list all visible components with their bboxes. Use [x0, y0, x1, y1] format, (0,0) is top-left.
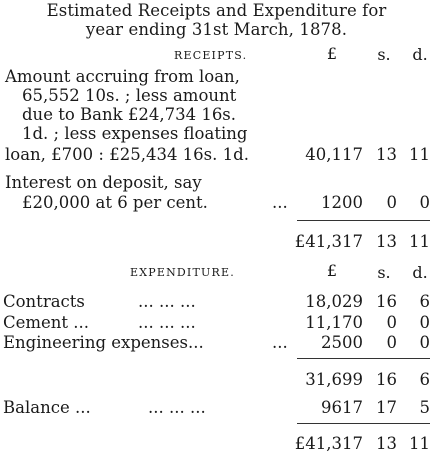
contracts-pounds: 18,029: [305, 292, 363, 311]
receipts-col-shillings: s.: [377, 45, 391, 64]
contracts-pence: 6: [419, 292, 430, 311]
receipts-rule: [297, 220, 430, 221]
loan-pence: 11: [409, 145, 430, 164]
interest-text-line-2: £20,000 at 6 per cent.: [22, 193, 208, 212]
balance-shillings: 17: [376, 398, 397, 417]
engineering-label: Engineering expenses...: [3, 333, 204, 352]
interest-pounds: 1200: [321, 193, 363, 212]
receipts-heading: RECEIPTS.: [174, 49, 248, 62]
subtotal-pence: 6: [419, 370, 430, 389]
interest-dots: ...: [272, 193, 288, 212]
subtotal-pounds: 31,699: [305, 370, 363, 389]
receipts-col-pence: d.: [412, 45, 428, 64]
interest-shillings: 0: [386, 193, 397, 212]
expenditure-total-rule: [297, 423, 430, 424]
expenditure-total-pence: 11: [409, 434, 430, 453]
contracts-label: Contracts: [3, 292, 85, 311]
contracts-dots: ... ... ...: [138, 292, 196, 311]
title-line-1: Estimated Receipts and Expenditure for: [46, 1, 387, 20]
receipts-total-pounds: £41,317: [294, 232, 363, 251]
title-line-2: year ending 31st March, 1878.: [85, 20, 348, 39]
expenditure-total-pounds: £41,317: [294, 434, 363, 453]
expenditure-total-shillings: 13: [376, 434, 397, 453]
cement-pence: 0: [419, 313, 430, 332]
receipts-total-shillings: 13: [376, 232, 397, 251]
engineering-dots: ...: [272, 333, 288, 352]
loan-text-line-4: 1d. ; less expenses floating: [22, 124, 248, 143]
cement-dots: ... ... ...: [138, 313, 196, 332]
expenditure-col-shillings: s.: [377, 263, 391, 282]
loan-text-line-3: due to Bank £24,734 16s.: [22, 105, 237, 124]
engineering-pence: 0: [419, 333, 430, 352]
balance-label: Balance ...: [3, 398, 91, 417]
cement-shillings: 0: [386, 313, 397, 332]
balance-dots: ... ... ...: [148, 398, 206, 417]
engineering-shillings: 0: [386, 333, 397, 352]
expenditure-heading: EXPENDITURE.: [130, 266, 235, 279]
expenditure-subtotal-rule: [297, 358, 430, 359]
loan-text-line-2: 65,552 10s. ; less amount: [22, 86, 237, 105]
loan-pounds: 40,117: [305, 145, 363, 164]
expenditure-col-pounds: £: [326, 261, 338, 280]
cement-pounds: 11,170: [305, 313, 363, 332]
expenditure-col-pence: d.: [412, 263, 428, 282]
contracts-shillings: 16: [376, 292, 397, 311]
interest-text-line-1: Interest on deposit, say: [5, 173, 202, 192]
interest-pence: 0: [419, 193, 430, 212]
balance-pounds: 9617: [321, 398, 363, 417]
balance-pence: 5: [419, 398, 430, 417]
receipts-total-pence: 11: [409, 232, 430, 251]
loan-text-line-5: loan, £700 : £25,434 16s. 1d.: [5, 145, 249, 164]
engineering-pounds: 2500: [321, 333, 363, 352]
loan-text-line-1: Amount accruing from loan,: [5, 67, 240, 86]
subtotal-shillings: 16: [376, 370, 397, 389]
cement-label: Cement ...: [3, 313, 90, 332]
receipts-col-pounds: £: [326, 44, 338, 63]
loan-shillings: 13: [376, 145, 397, 164]
